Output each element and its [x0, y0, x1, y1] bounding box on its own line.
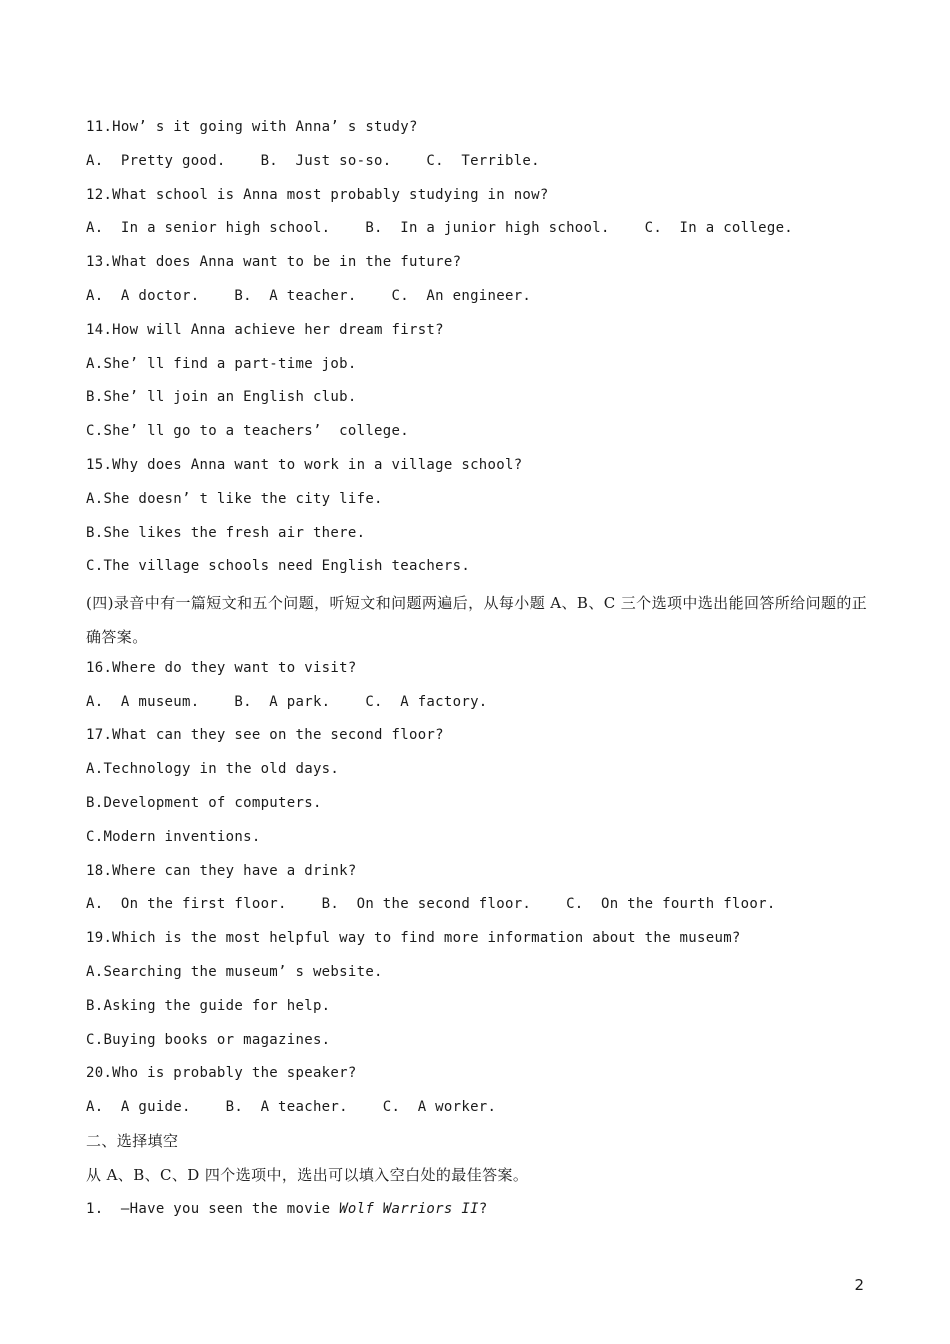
page-number: 2 [854, 1276, 864, 1294]
question-17-option-a: A.Technology in the old days. [86, 761, 340, 778]
fill-in-question-1 [86, 1196, 876, 1230]
question-13-options: A. A doctor. B. A teacher. C. An engineer. [86, 287, 532, 304]
question-15: 15.Why does Anna want to work in a village school? [86, 456, 523, 473]
question-14-option-a: A.She’ ll find a part-time job. [86, 355, 357, 372]
page-content [86, 114, 876, 1229]
section-2-instruction: 从 A、B、C、D 四个选项中，选出可以填入空白处的最佳答案。 [86, 1165, 529, 1184]
question-19: 19.Which is the most helpful way to find more information about the museum? [86, 930, 741, 947]
question-16-options: A. A museum. B. A park. C. A factory. [86, 693, 488, 710]
section-4-instruction: (四)录音中有一篇短文和五个问题，听短文和问题两遍后，从每小题 A、B、C 三个选项中选出能回答所给问题的正确答案。 [86, 594, 868, 646]
question-15-option-c: C.The village schools need English teachers. [86, 558, 471, 575]
question-17-option-c: C.Modern inventions. [86, 828, 261, 845]
question-17: 17.What can they see on the second floor? [86, 727, 444, 744]
question-18: 18.Where can they have a drink? [86, 862, 357, 879]
question-20: 20.Who is probably the speaker? [86, 1065, 357, 1082]
question-18-options: A. On the first floor. B. On the second floor. C. On the fourth floor. [86, 896, 776, 913]
question-12-options: A. In a senior high school. B. In a junior high school. C. In a college. [86, 220, 794, 237]
fill-in-question-1-prefix: 1. —Have you seen the movie [86, 1200, 340, 1217]
question-15-option-a: A.She doesn’ t like the city life. [86, 490, 383, 507]
fill-in-question-1-suffix: ? [478, 1200, 488, 1217]
question-14-option-c: C.She’ ll go to a teachers’ college. [86, 423, 409, 440]
question-12: 12.What school is Anna most probably studying in now? [86, 186, 549, 203]
question-14-option-b: B.She’ ll join an English club. [86, 389, 357, 406]
question-19-option-a: A.Searching the museum’ s website. [86, 963, 383, 980]
question-14: 14.How will Anna achieve her dream first? [86, 321, 444, 338]
question-16: 16.Where do they want to visit? [86, 659, 357, 676]
question-17-option-b: B.Development of computers. [86, 794, 322, 811]
question-11-options: A. Pretty good. B. Just so-so. C. Terrible. [86, 152, 540, 169]
question-19-option-b: B.Asking the guide for help. [86, 997, 331, 1014]
movie-title: Wolf Warriors II [339, 1200, 479, 1217]
section-2-heading: 二、选择填空 [86, 1131, 179, 1150]
question-20-options: A. A guide. B. A teacher. C. A worker. [86, 1099, 497, 1116]
question-19-option-c: C.Buying books or magazines. [86, 1031, 331, 1048]
question-13: 13.What does Anna want to be in the future? [86, 254, 462, 271]
question-15-option-b: B.She likes the fresh air there. [86, 524, 366, 541]
question-11: 11.How’ s it going with Anna’ s study? [86, 119, 418, 135]
